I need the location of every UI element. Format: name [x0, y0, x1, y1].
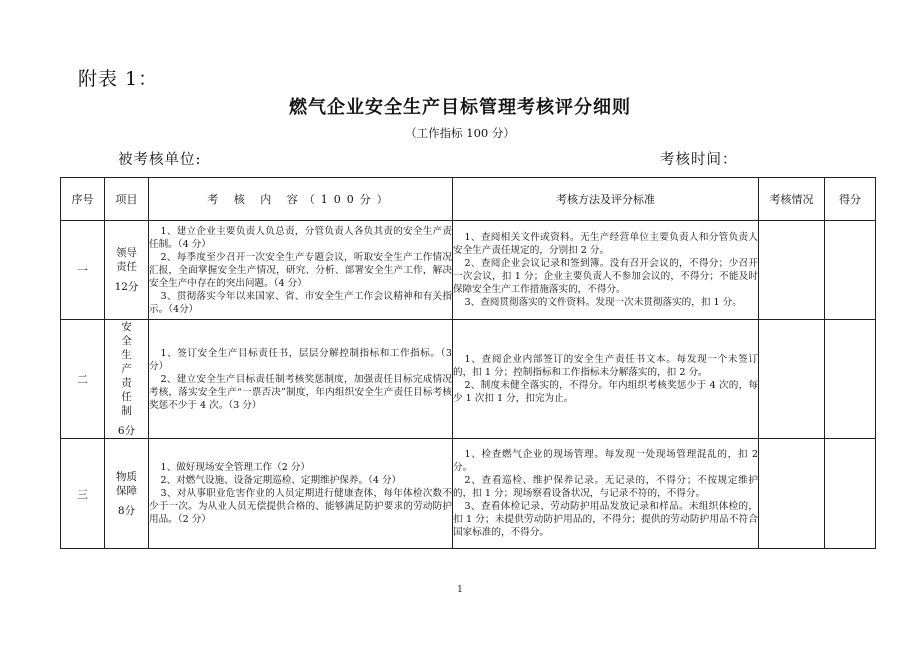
row-index: 二 [61, 320, 105, 439]
row-index: 一 [61, 221, 105, 320]
row-content [149, 221, 453, 320]
row-item [105, 320, 149, 439]
method-line: 2、查阅企业会议记录和签到簿。没有召开会议的，不得分；少召开一次会议，扣 1 分；企业主要负责人不参加会议的，不得分；不能及时保障安全生产工作措施落实的，不得分。 [453, 258, 758, 295]
method-line: 3、查看体检记录、劳动防护用品发放记录和样品。未组织体检的，扣 1 分；未提供劳动防护用品的，不得分；提供的劳动防护用品不符合国家标准的，不得分。 [453, 501, 758, 538]
row-method [453, 320, 759, 439]
row-content [149, 320, 453, 439]
content-line: 1、做好现场安全管理工作（2 分） [160, 462, 311, 473]
content-line: 2、对燃气设施、设备定期巡检、定期维护保养。（4 分） [160, 475, 402, 486]
document-subtitle: （工作指标 100 分） [405, 126, 515, 140]
header-score: 得分 [825, 178, 876, 221]
annex-label: 附表 1： [78, 68, 159, 90]
row-score-cell[interactable] [825, 439, 876, 549]
row-status-cell[interactable] [759, 439, 825, 549]
header-status: 考核情况 [759, 178, 825, 221]
page-number: 1 [457, 585, 463, 595]
method-line: 2、查看巡检、维护保养记录。无记录的，不得分；不按规定维护的，扣 1 分；现场察看设备状况，与记录不符的，不得分。 [453, 475, 758, 499]
content-line: 1、签订安全生产目标责任书，层层分解控制指标和工作指标。（3 分） [149, 347, 452, 372]
table-row [61, 221, 876, 320]
scoring-table [60, 177, 876, 549]
row-method [453, 439, 759, 549]
row-method [453, 221, 759, 320]
content-line: 3、贯彻落实今年以来国家、省、市安全生产工作会议精神和有关指示。（4分） [149, 290, 452, 315]
header-method: 考核方法及评分标准 [453, 178, 759, 221]
row-item [105, 221, 149, 320]
method-line: 1、查阅相关文件或资料。无生产经营单位主要负责人和分管负责人安全生产责任规定的，分别扣 2 分。 [453, 232, 758, 256]
header-content: 考 核 内 容（100分） [149, 178, 453, 221]
table-header-row [61, 178, 876, 221]
row-status-cell[interactable] [759, 320, 825, 439]
item-score: 12分 [114, 281, 139, 293]
item-name: 领导责任 [116, 247, 137, 273]
assessment-time-label: 考核时间： [660, 152, 738, 168]
row-status-cell[interactable] [759, 221, 825, 320]
row-score-cell[interactable] [825, 320, 876, 439]
method-line: 1、查阅企业内部签订的安全生产责任书文本。每发现一个未签订的，扣 1 分；控制指标和工作指标未分解落实的，扣 2 分。 [453, 354, 758, 378]
content-line: 3、对从事职业危害作业的人员定期进行健康查体，每年体检次数不少于一次。为从业人员无偿提供合格的、能够满足防护要求的劳动防护用品。（2 分） [149, 488, 452, 525]
row-index: 三 [61, 439, 105, 549]
assessed-unit-label: 被考核单位: [118, 152, 202, 168]
method-line: 2、制度未健全落实的，不得分。年内组织考核奖惩少于 4 次的，每少 1 次扣 1 分，扣完为止。 [453, 380, 758, 404]
item-name: 物质保障 [116, 470, 137, 497]
row-item [105, 439, 149, 549]
item-score: 6分 [117, 425, 136, 437]
row-score-cell[interactable] [825, 221, 876, 320]
item-name: 安全生产责任制 [121, 321, 132, 417]
content-line: 2、建立安全生产目标责任制考核奖惩制度，加强责任目标完成情况考核，落实安全生产“一票否决”制度，年内组织安全生产责任目标考核奖惩不少于 4 次。（3 分） [149, 373, 452, 411]
content-line: 1、建立企业主要负责人负总责，分管负责人各负其责的安全生产责任制。（4 分） [149, 225, 452, 250]
item-score: 8分 [117, 504, 136, 517]
header-item: 项目 [105, 178, 149, 221]
document-title: 燃气企业安全生产目标管理考核评分细则 [289, 97, 631, 118]
table-row [61, 320, 876, 439]
header-index: 序号 [61, 178, 105, 221]
method-line: 1、检查燃气企业的现场管理。每发现一处现场管理混乱的，扣 2 分。 [453, 449, 758, 473]
method-line: 3、查阅贯彻落实的文件资料。发现一次未贯彻落实的，扣 1 分。 [464, 297, 742, 308]
table-row [61, 439, 876, 549]
row-content [149, 439, 453, 549]
content-line: 2、每季度至少召开一次安全生产专题会议，听取安全生产工作情况汇报，全面掌握安全生产情况，研究、分析、部署安全生产工作，解决安全生产中存在的突出问题。（4 分） [149, 251, 452, 289]
